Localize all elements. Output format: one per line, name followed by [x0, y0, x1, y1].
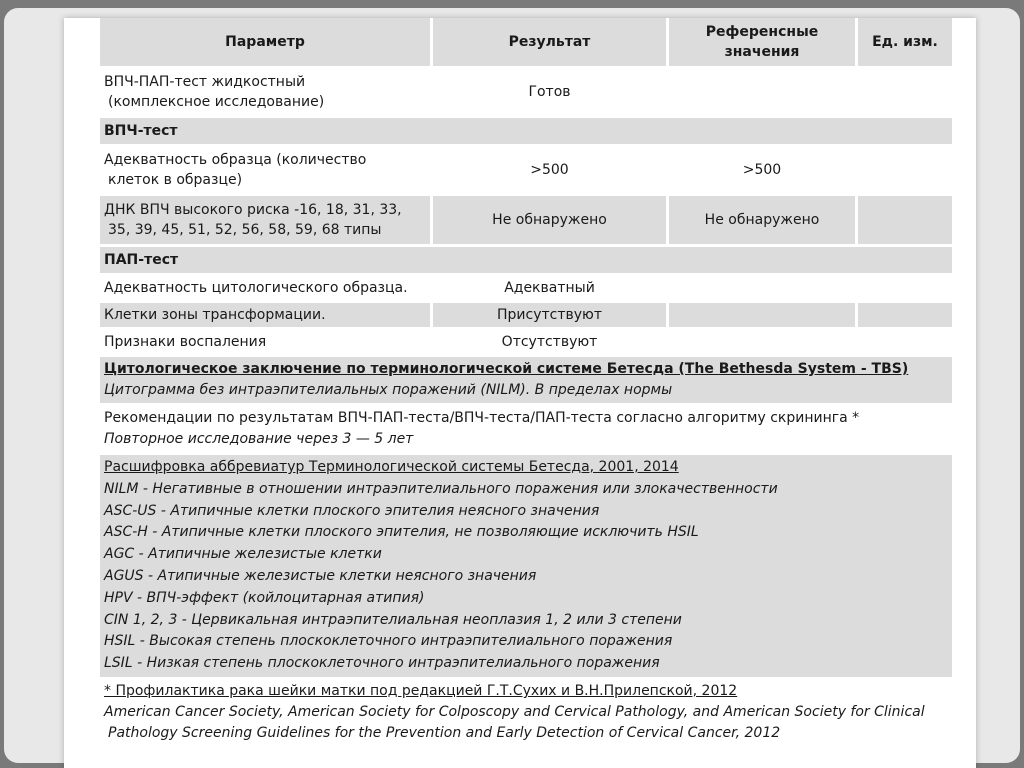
slide-frame	[4, 8, 1020, 763]
param-line1: Адекватность образца (количество	[104, 152, 367, 168]
reference-line-3: Pathology Screening Guidelines for the Prevention and Early Detection of Cervical Cancer, 2012	[108, 724, 781, 741]
list-item: AGC - Атипичные железистые клетки	[104, 546, 382, 563]
references-block	[100, 679, 952, 746]
param-line2: (комплексное исследование)	[108, 94, 325, 110]
param-cell: Клетки зоны трансформации.	[100, 303, 430, 327]
reference-cell	[669, 69, 855, 115]
param-cell	[100, 196, 430, 244]
reference-line-1: * Профилактика рака шейки матки под редакцией Г.Т.Сухих и В.Н.Прилепской, 2012	[104, 682, 738, 699]
table-row	[100, 69, 952, 115]
list-item: CIN 1, 2, 3 - Цервикальная интраэпителиальная неоплазия 1, 2 или 3 степени	[104, 611, 682, 628]
reference-cell	[669, 303, 855, 327]
abbreviations-title: Расшифровка аббревиатур Терминологической системы Бетесда, 2001, 2014	[104, 459, 679, 475]
conclusion-text: Цитограмма без интраэпителиальных поражений (NILM). В пределах нормы	[104, 382, 673, 398]
result-cell: Не обнаружено	[433, 196, 666, 244]
table-row	[100, 196, 952, 244]
reference-line-2: American Cancer Society, American Society for Colposcopy and Cervical Pathology, and American Society for Clinical	[104, 703, 925, 720]
recommendation-block	[100, 406, 952, 452]
table-row	[100, 303, 952, 327]
list-item: AGUS - Атипичные железистые клетки неясного значения	[104, 567, 537, 584]
result-cell: Отсутствуют	[433, 330, 666, 354]
header-unit: Ед. изм.	[858, 18, 952, 66]
unit-cell	[858, 330, 952, 354]
recommendation-title: Рекомендации по результатам ВПЧ-ПАП-теста/ВПЧ-теста/ПАП-теста согласно алгоритму скрининга *	[104, 410, 860, 426]
param-cell	[100, 147, 430, 193]
header-reference	[669, 18, 855, 66]
param-cell	[100, 69, 430, 115]
param-cell: Адекватность цитологического образца.	[100, 276, 430, 300]
result-cell: >500	[433, 147, 666, 193]
unit-cell	[858, 147, 952, 193]
unit-cell	[858, 303, 952, 327]
conclusion-title: Цитологическое заключение по терминологической системе Бетесда (The Bethesda System - TBS)	[104, 361, 909, 377]
param-line1: ВПЧ-ПАП-тест жидкостный	[104, 74, 306, 90]
unit-cell	[858, 276, 952, 300]
list-item: LSIL - Низкая степень плоскоклеточного интраэпителиального поражения	[104, 655, 660, 672]
conclusion-block	[100, 357, 952, 403]
list-item: NILM - Негативные в отношении интраэпителиального поражения или злокачественности	[104, 480, 778, 497]
recommendation-text: Повторное исследование через 3 — 5 лет	[104, 431, 414, 447]
reference-cell: >500	[669, 147, 855, 193]
table-header	[100, 18, 952, 66]
list-item: ASC-H - Атипичные клетки плоского эпителия, не позволяющие исключить HSIL	[104, 524, 699, 541]
header-reference-line1: Референсные	[705, 24, 819, 40]
section-pap-test: ПАП-тест	[100, 247, 952, 273]
result-cell: Готов	[433, 69, 666, 115]
document-page	[64, 18, 976, 768]
param-line2: клеток в образце)	[108, 172, 243, 188]
list-item: ASC-US - Атипичные клетки плоского эпителия неясного значения	[104, 502, 600, 519]
header-param: Параметр	[100, 18, 430, 66]
result-cell: Присутствуют	[433, 303, 666, 327]
list-item: HPV - ВПЧ-эффект (койлоцитарная атипия)	[104, 589, 425, 606]
header-result: Результат	[433, 18, 666, 66]
reference-cell	[669, 276, 855, 300]
param-cell: Признаки воспаления	[100, 330, 430, 354]
param-line1: ДНК ВПЧ высокого риска -16, 18, 31, 33,	[104, 202, 402, 218]
table-row	[100, 276, 952, 300]
table-row	[100, 330, 952, 354]
reference-cell: Не обнаружено	[669, 196, 855, 244]
result-cell: Адекватный	[433, 276, 666, 300]
unit-cell	[858, 196, 952, 244]
header-reference-line2: значения	[724, 44, 800, 60]
abbreviations-block	[100, 455, 952, 677]
reference-cell	[669, 330, 855, 354]
list-item: HSIL - Высокая степень плоскоклеточного интраэпителиального поражения	[104, 633, 673, 650]
table-row	[100, 147, 952, 193]
param-line2: 35, 39, 45, 51, 52, 56, 58, 59, 68 типы	[108, 222, 382, 238]
section-hpv-test: ВПЧ-тест	[100, 118, 952, 144]
results-table	[100, 18, 952, 746]
unit-cell	[858, 69, 952, 115]
